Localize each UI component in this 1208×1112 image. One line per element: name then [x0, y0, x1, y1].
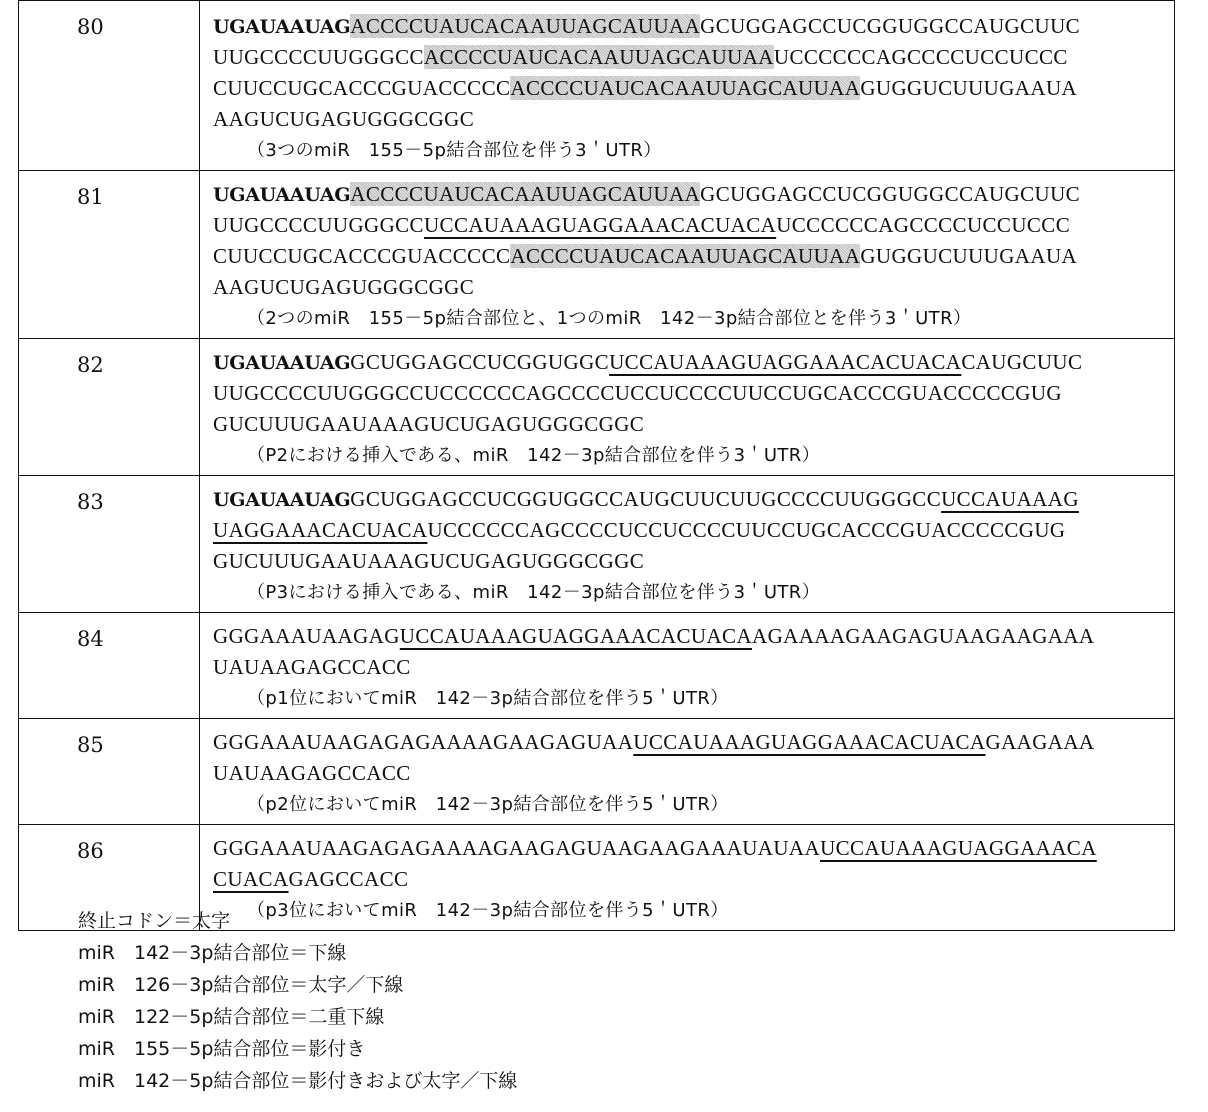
sequence-cell: [200, 339, 1175, 476]
stop-codon: UGAUAAUAG: [213, 184, 350, 206]
sequence-segment: UCCCCCCAGCCCCUCCUCCC: [774, 45, 1068, 69]
sequence-line: [213, 347, 1174, 378]
sequence-segment: AGAAAAGAAGAGUAAGAAGAAA: [752, 624, 1094, 648]
row-note: （p2位においてmiR 142－3p結合部位を伴う5＇UTR）: [213, 789, 1174, 820]
mir155-site: ACCCCUAUCACAAUUAGCAUUAA: [510, 76, 860, 100]
sequence-segment: UAUAAGAGCCACC: [213, 655, 411, 679]
sequence-segment: GGGAAAUAAGAGAGAAAAGAAGAGUAAGAAGAAAUAUAA: [213, 836, 820, 860]
mir142-site: UCCAUAAAG: [941, 487, 1079, 511]
sequence-segment: UUGCCCCUUGGGCC: [213, 45, 424, 69]
sequence-line: [213, 409, 1174, 440]
mir155-site: ACCCCUAUCACAAUUAGCAUUAA: [510, 244, 860, 268]
sequence-line: [213, 727, 1174, 758]
sequence-line: [213, 864, 1174, 895]
sequence-segment: GAAGAAA: [986, 730, 1095, 754]
legend-item: miR 142－5p結合部位＝影付きおよび太字／下線: [78, 1065, 517, 1097]
legend-item: miR 122－5p結合部位＝二重下線: [78, 1001, 517, 1033]
table-row: [19, 613, 1175, 719]
legend-item: miR 126－3p結合部位＝太字／下線: [78, 969, 517, 1001]
sequence-segment: GGGAAAUAAGAG: [213, 624, 400, 648]
sequence-segment: UCCCCCCAGCCCCUCCUCCC: [776, 213, 1070, 237]
sequence-segment: GUCUUUGAAUAAAGUCUGAGUGGGCGGC: [213, 549, 644, 573]
row-note: （p1位においてmiR 142－3p結合部位を伴う5＇UTR）: [213, 683, 1174, 714]
row-note: （P2における挿入である、miR 142－3p結合部位を伴う3＇UTR）: [213, 440, 1174, 471]
legend-item: 終止コドン＝太字: [78, 905, 517, 937]
table-row: [19, 476, 1175, 613]
sequence-segment: CUUCCUGCACCCGUACCCCC: [213, 244, 510, 268]
mir155-site: ACCCCUAUCACAAUUAGCAUUAA: [350, 14, 700, 38]
sequence-segment: GCUGGAGCCUCGGUGGCCAUGCUUCUUGCCCCUUGGGCC: [350, 487, 941, 511]
stop-codon: UGAUAAUAG: [213, 16, 350, 38]
sequence-segment: GCUGGAGCCUCGGUGGC: [350, 350, 609, 374]
table-row: [19, 339, 1175, 476]
legend: [78, 905, 517, 1097]
sequence-segment: AAGUCUGAGUGGGCGGC: [213, 275, 474, 299]
mir142-site: UCCAUAAAGUAGGAAACACUACA: [609, 350, 961, 374]
sequence-line: [213, 833, 1174, 864]
legend-item: miR 155－5p結合部位＝影付き: [78, 1033, 517, 1065]
row-note: （2つのmiR 155－5p結合部位と、1つのmiR 142－3p結合部位とを伴う3＇UTR）: [213, 303, 1174, 334]
mir155-site: ACCCCUAUCACAAUUAGCAUUAA: [350, 182, 700, 206]
sequence-line: [213, 11, 1174, 42]
sequence-line: [213, 241, 1174, 272]
sequence-line: [213, 515, 1174, 546]
seq-id: 86: [19, 825, 200, 931]
sequence-segment: GCUGGAGCCUCGGUGGCCAUGCUUC: [700, 14, 1080, 38]
seq-id: 83: [19, 476, 200, 613]
seq-id: 82: [19, 339, 200, 476]
sequence-cell: [200, 719, 1175, 825]
sequence-line: [213, 652, 1174, 683]
seq-id: 80: [19, 1, 200, 171]
sequence-segment: UCCCCCCAGCCCCUCCUCCCCUUCCUGCACCCGUACCCCCGUG: [427, 518, 1065, 542]
table-row: [19, 719, 1175, 825]
sequence-line: [213, 378, 1174, 409]
table-row: [19, 1, 1175, 171]
sequence-segment: CUUCCUGCACCCGUACCCCC: [213, 76, 510, 100]
sequence-line: [213, 42, 1174, 73]
sequence-line: [213, 758, 1174, 789]
sequence-segment: GCUGGAGCCUCGGUGGCCAUGCUUC: [700, 182, 1080, 206]
table-row: [19, 171, 1175, 339]
sequence-segment: GAGCCACC: [289, 867, 409, 891]
seq-id: 81: [19, 171, 200, 339]
sequence-line: [213, 210, 1174, 241]
stop-codon: UGAUAAUAG: [213, 489, 350, 511]
sequence-cell: [200, 476, 1175, 613]
sequence-segment: GGGAAAUAAGAGAGAAAAGAAGAGUAA: [213, 730, 633, 754]
sequence-segment: AAGUCUGAGUGGGCGGC: [213, 107, 474, 131]
row-note: （3つのmiR 155－5p結合部位を伴う3＇UTR）: [213, 135, 1174, 166]
sequence-segment: UUGCCCCUUGGGCCUCCCCCCAGCCCCUCCUCCCCUUCCUGCACCCGUACCCCCGUG: [213, 381, 1062, 405]
sequence-line: [213, 621, 1174, 652]
mir142-site: UCCAUAAAGUAGGAAACACUACA: [633, 730, 985, 754]
stop-codon: UGAUAAUAG: [213, 352, 350, 374]
mir142-site: UAGGAAACACUACA: [213, 518, 427, 542]
sequence-line: [213, 179, 1174, 210]
sequence-segment: CAUGCUUC: [961, 350, 1082, 374]
sequence-cell: [200, 171, 1175, 339]
sequence-table: [18, 0, 1175, 931]
mir142-site: UCCAUAAAGUAGGAAACACUACA: [424, 213, 776, 237]
sequence-line: [213, 104, 1174, 135]
row-note: （p3位においてmiR 142－3p結合部位を伴う5＇UTR）: [213, 895, 1174, 926]
sequence-cell: [200, 613, 1175, 719]
seq-id: 85: [19, 719, 200, 825]
legend-item: miR 142－3p結合部位＝下線: [78, 937, 517, 969]
sequence-segment: UAUAAGAGCCACC: [213, 761, 411, 785]
sequence-cell: [200, 1, 1175, 171]
sequence-line: [213, 484, 1174, 515]
mir142-site: UCCAUAAAGUAGGAAACA: [820, 836, 1097, 860]
mir142-site: CUACA: [213, 867, 289, 891]
sequence-line: [213, 546, 1174, 577]
sequence-segment: GUGGUCUUUGAAUA: [860, 244, 1077, 268]
sequence-line: [213, 73, 1174, 104]
seq-id: 84: [19, 613, 200, 719]
row-note: （P3における挿入である、miR 142－3p結合部位を伴う3＇UTR）: [213, 577, 1174, 608]
mir142-site: UCCAUAAAGUAGGAAACACUACA: [400, 624, 752, 648]
sequence-segment: GUGGUCUUUGAAUA: [860, 76, 1077, 100]
mir155-site: ACCCCUAUCACAAUUAGCAUUAA: [424, 45, 774, 69]
sequence-line: [213, 272, 1174, 303]
sequence-segment: UUGCCCCUUGGGCC: [213, 213, 424, 237]
sequence-segment: GUCUUUGAAUAAAGUCUGAGUGGGCGGC: [213, 412, 644, 436]
